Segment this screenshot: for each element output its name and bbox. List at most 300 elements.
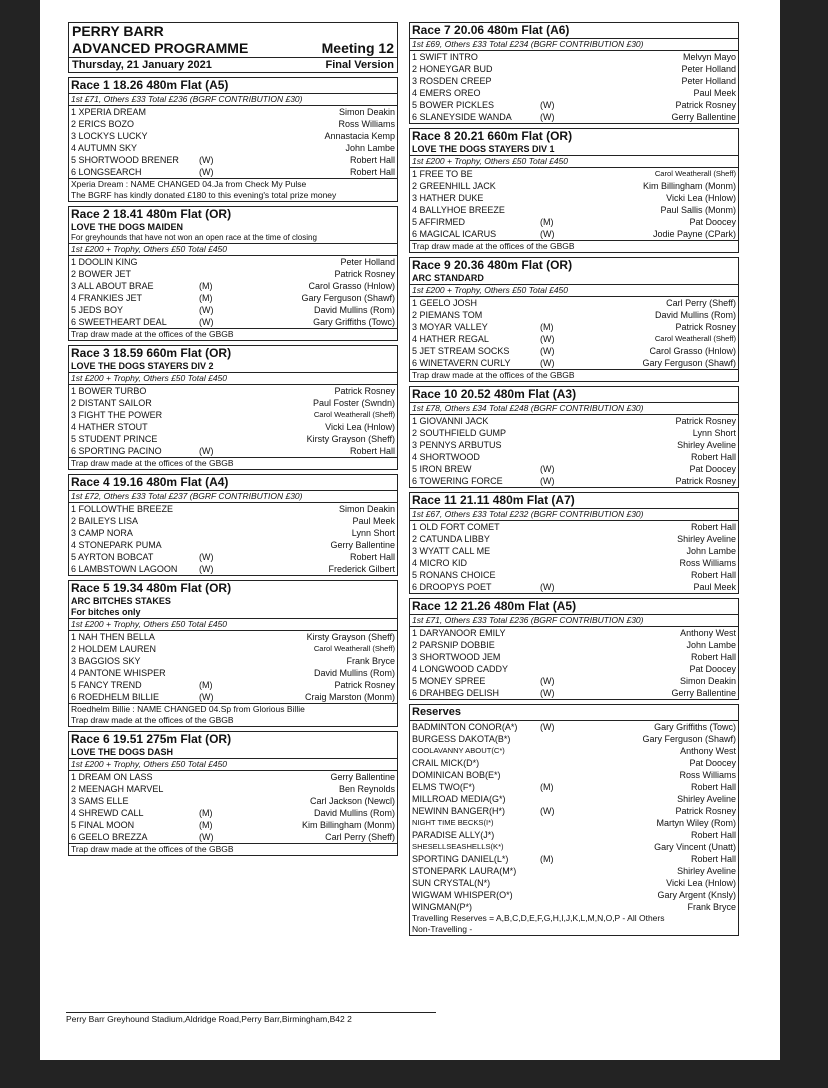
runner-row bbox=[410, 663, 738, 675]
seed-marker bbox=[540, 51, 570, 63]
prize-money: 1st £200 + Trophy, Others £50 Total £450 bbox=[410, 284, 738, 297]
greyhound-name: 6 TOWERING FORCE bbox=[412, 476, 503, 486]
runner-row bbox=[410, 439, 738, 451]
runner-row bbox=[410, 817, 738, 829]
seed-marker bbox=[199, 643, 229, 655]
trainer-name: Robert Hall bbox=[349, 552, 395, 562]
greyhound-name: 2 HOLDEM LAUREN bbox=[71, 644, 157, 654]
runner-row bbox=[410, 333, 738, 345]
trainer-name: John Lambe bbox=[686, 546, 736, 556]
races-right bbox=[409, 22, 739, 700]
greyhound-name: NEWINN BANGER(H*) bbox=[412, 806, 506, 816]
runner-row bbox=[69, 292, 397, 304]
seed-marker: (W) bbox=[199, 692, 214, 702]
race-note: Trap draw made at the offices of the GBGB bbox=[71, 458, 234, 468]
seed-marker: (W) bbox=[540, 676, 555, 686]
trainer-name: Simon Deakin bbox=[338, 504, 395, 514]
runner-row bbox=[410, 216, 738, 228]
trainer-name: Patrick Rosney bbox=[334, 269, 395, 279]
prize-money: 1st £78, Others £34 Total £248 (BGRF CONTRIBUTION £30) bbox=[410, 402, 738, 415]
trainer-name: Carol Grasso (Hnlow) bbox=[308, 281, 395, 291]
trainer-name: Carol Weatherall (Sheff) bbox=[313, 644, 395, 653]
race-card bbox=[409, 22, 739, 124]
runner-row bbox=[69, 563, 397, 575]
runner-row bbox=[410, 781, 738, 793]
seed-marker: (M) bbox=[540, 322, 554, 332]
greyhound-name: 1 XPERIA DREAM bbox=[71, 107, 147, 117]
greyhound-name: 2 GREENHILL JACK bbox=[412, 181, 496, 191]
race-title: Race 10 20.52 480m Flat (A3) bbox=[412, 387, 577, 401]
greyhound-name: 3 SHORTWOOD JEM bbox=[412, 652, 501, 662]
seed-marker: (W) bbox=[540, 229, 555, 239]
race-card bbox=[409, 492, 739, 594]
seed-marker bbox=[199, 527, 229, 539]
runner-row bbox=[410, 639, 738, 651]
runner-row bbox=[410, 475, 738, 487]
trainer-name: Ross Williams bbox=[679, 558, 736, 568]
seed-marker: (M) bbox=[199, 820, 213, 830]
greyhound-name: COOLAVANNY ABOUT(C*) bbox=[412, 746, 505, 755]
greyhound-name: 1 BOWER TURBO bbox=[71, 386, 147, 396]
seed-marker bbox=[199, 631, 229, 643]
trainer-name: Ross Williams bbox=[338, 119, 395, 129]
seed-marker: (W) bbox=[199, 552, 214, 562]
seed-marker bbox=[199, 397, 229, 409]
reserves-notes bbox=[410, 913, 738, 935]
trainer-name: Carol Weatherall (Sheff) bbox=[654, 334, 736, 343]
trainer-name: Robert Hall bbox=[690, 452, 736, 462]
trainer-name: Gary Ferguson (Shawf) bbox=[642, 358, 736, 368]
runner-row bbox=[410, 309, 738, 321]
reserves-note: Travelling Reserves = A,B,C,D,E,F,G,H,I,J,K,L,M,N,O,P - All Others bbox=[412, 913, 665, 923]
race-condition: For bitches only bbox=[71, 607, 141, 617]
race-title: Race 12 21.26 480m Flat (A5) bbox=[412, 599, 577, 613]
greyhound-name: 6 SLANEYSIDE WANDA bbox=[412, 112, 512, 122]
runner-row bbox=[410, 757, 738, 769]
runner-row bbox=[69, 771, 397, 783]
greyhound-name: 2 PIEMANS TOM bbox=[412, 310, 483, 320]
runner-row bbox=[410, 321, 738, 333]
runner-row bbox=[69, 421, 397, 433]
trainer-name: Pat Doocey bbox=[689, 217, 736, 227]
seed-marker bbox=[540, 557, 570, 569]
greyhound-name: WINGMAN(P*) bbox=[412, 902, 472, 912]
trainer-name: Gerry Ballentine bbox=[330, 772, 395, 782]
runner-row bbox=[69, 783, 397, 795]
trainer-name: Shirley Aveline bbox=[677, 794, 736, 804]
trainer-name: Patrick Rosney bbox=[675, 100, 736, 110]
greyhound-name: 5 FINAL MOON bbox=[71, 820, 135, 830]
greyhound-name: 3 FIGHT THE POWER bbox=[71, 410, 163, 420]
race-notes bbox=[410, 240, 738, 252]
trainer-name: Robert Hall bbox=[690, 652, 736, 662]
greyhound-name: 1 DOOLIN KING bbox=[71, 257, 138, 267]
greyhound-name: 2 MEENAGH MARVEL bbox=[71, 784, 164, 794]
trainer-name: Patrick Rosney bbox=[675, 416, 736, 426]
greyhound-name: 5 MONEY SPREE bbox=[412, 676, 486, 686]
greyhound-name: 5 SHORTWOOD BRENER bbox=[71, 155, 179, 165]
race-note: Trap draw made at the offices of the GBGB bbox=[412, 370, 575, 380]
trainer-name: Kim Billingham (Monm) bbox=[642, 181, 736, 191]
seed-marker bbox=[199, 771, 229, 783]
seed-marker bbox=[540, 651, 570, 663]
greyhound-name: 2 BOWER JET bbox=[71, 269, 132, 279]
seed-marker bbox=[199, 385, 229, 397]
trainer-name: Frederick Gilbert bbox=[328, 564, 395, 574]
greyhound-name: 5 JEDS BOY bbox=[71, 305, 124, 315]
greyhound-name: 6 MAGICAL ICARUS bbox=[412, 229, 497, 239]
greyhound-name: 4 BALLYHOE BREEZE bbox=[412, 205, 505, 215]
runner-row bbox=[410, 204, 738, 216]
seed-marker bbox=[540, 451, 570, 463]
greyhound-name: 1 FOLLOWTHE BREEZE bbox=[71, 504, 174, 514]
seed-marker: (W) bbox=[540, 100, 555, 110]
greyhound-name: 2 BAILEYS LISA bbox=[71, 516, 139, 526]
trainer-name: Lynn Short bbox=[351, 528, 395, 538]
race-title: Race 3 18.59 660m Flat (OR) bbox=[71, 346, 232, 360]
greyhound-name: 6 LAMBSTOWN LAGOON bbox=[71, 564, 178, 574]
greyhound-name: 5 FANCY TREND bbox=[71, 680, 142, 690]
runner-row bbox=[69, 831, 397, 843]
trainer-name: Peter Holland bbox=[681, 76, 736, 86]
seed-marker bbox=[540, 309, 570, 321]
race-title: Race 2 18.41 480m Flat (OR) bbox=[71, 207, 232, 221]
prize-money: 1st £67, Others £33 Total £232 (BGRF CONTRIBUTION £30) bbox=[410, 508, 738, 521]
runner-row bbox=[410, 675, 738, 687]
runner-row bbox=[410, 521, 738, 533]
runner-row bbox=[410, 805, 738, 817]
runner-row bbox=[410, 415, 738, 427]
prize-money: 1st £69, Others £33 Total £234 (BGRF CONTRIBUTION £30) bbox=[410, 38, 738, 51]
race-note: Trap draw made at the offices of the GBGB bbox=[71, 844, 234, 854]
race-name: LOVE THE DOGS DASH bbox=[71, 747, 174, 757]
runner-row bbox=[410, 865, 738, 877]
trainer-name: Vicki Lea (Hnlow) bbox=[666, 878, 736, 888]
trainer-name: Ross Williams bbox=[679, 770, 736, 780]
trainer-name: Robert Hall bbox=[690, 570, 736, 580]
trainer-name: Paul Sallis (Monm) bbox=[660, 205, 736, 215]
trainer-name: Carol Weatherall (Sheff) bbox=[654, 169, 736, 178]
race-title: Race 1 18.26 480m Flat (A5) bbox=[71, 78, 229, 92]
runner-row bbox=[410, 533, 738, 545]
seed-marker: (M) bbox=[199, 680, 213, 690]
footer-address: Perry Barr Greyhound Stadium,Aldridge Road,Perry Barr,Birmingham,B42 2 bbox=[66, 1012, 436, 1025]
greyhound-name: DOMINICAN BOB(E*) bbox=[412, 770, 501, 780]
runner-row bbox=[410, 63, 738, 75]
seed-marker bbox=[540, 415, 570, 427]
trainer-name: Carl Perry (Sheff) bbox=[325, 832, 395, 842]
greyhound-name: 1 SWIFT INTRO bbox=[412, 52, 478, 62]
greyhound-name: 3 BAGGIOS SKY bbox=[71, 656, 141, 666]
runner-row bbox=[410, 687, 738, 699]
greyhound-name: 5 STUDENT PRINCE bbox=[71, 434, 158, 444]
reserves-title: Reserves bbox=[410, 705, 738, 721]
seed-marker: (W) bbox=[199, 317, 214, 327]
trainer-name: Anthony West bbox=[680, 628, 736, 638]
trainer-name: Shirley Aveline bbox=[677, 866, 736, 876]
runner-row bbox=[410, 463, 738, 475]
runner-row bbox=[69, 304, 397, 316]
runner-row bbox=[69, 527, 397, 539]
trainer-name: Gerry Ballentine bbox=[671, 112, 736, 122]
runner-row bbox=[410, 569, 738, 581]
prize-money: 1st £200 + Trophy, Others £50 Total £450 bbox=[69, 243, 397, 256]
greyhound-name: BURGESS DAKOTA(B*) bbox=[412, 734, 511, 744]
trainer-name: Paul Meek bbox=[693, 88, 736, 98]
seed-marker: (W) bbox=[540, 582, 555, 592]
greyhound-name: 3 HATHER DUKE bbox=[412, 193, 484, 203]
greyhound-name: 6 LONGSEARCH bbox=[71, 167, 142, 177]
seed-marker: (M) bbox=[540, 782, 554, 792]
trainer-name: Gary Griffiths (Towc) bbox=[313, 317, 395, 327]
trainer-name: Robert Hall bbox=[690, 782, 736, 792]
greyhound-name: 5 JET STREAM SOCKS bbox=[412, 346, 510, 356]
runner-row bbox=[69, 819, 397, 831]
greyhound-name: BADMINTON CONOR(A*) bbox=[412, 722, 518, 732]
runner-row bbox=[410, 651, 738, 663]
greyhound-name: 1 DARYANOOR EMILY bbox=[412, 628, 506, 638]
runner-row bbox=[69, 539, 397, 551]
runner-row bbox=[69, 795, 397, 807]
runner-row bbox=[410, 451, 738, 463]
trainer-name: Gerry Ballentine bbox=[330, 540, 395, 550]
seed-marker bbox=[540, 569, 570, 581]
runner-row bbox=[69, 807, 397, 819]
reserves-box bbox=[409, 704, 739, 936]
trainer-name: Carol Weatherall (Sheff) bbox=[313, 410, 395, 419]
greyhound-name: 1 NAH THEN BELLA bbox=[71, 632, 155, 642]
seed-marker: (W) bbox=[540, 358, 555, 368]
runner-row bbox=[69, 515, 397, 527]
greyhound-name: 4 LONGWOOD CADDY bbox=[412, 664, 509, 674]
greyhound-name: 3 WYATT CALL ME bbox=[412, 546, 491, 556]
greyhound-name: 2 DISTANT SAILOR bbox=[71, 398, 152, 408]
runner-row bbox=[69, 130, 397, 142]
seed-marker bbox=[540, 627, 570, 639]
runner-row bbox=[69, 643, 397, 655]
trainer-name: Shirley Aveline bbox=[677, 534, 736, 544]
runner-row bbox=[69, 631, 397, 643]
seed-marker: (M) bbox=[199, 281, 213, 291]
trainer-name: Robert Hall bbox=[349, 167, 395, 177]
seed-marker: (M) bbox=[540, 854, 554, 864]
trainer-name: Melvyn Mayo bbox=[682, 52, 736, 62]
seed-marker bbox=[199, 433, 229, 445]
meeting-date: Thursday, 21 January 2021 bbox=[72, 59, 212, 71]
runner-row bbox=[69, 142, 397, 154]
greyhound-name: 2 PARSNIP DOBBIE bbox=[412, 640, 495, 650]
runner-row bbox=[410, 357, 738, 369]
trainer-name: Vicki Lea (Hnlow) bbox=[666, 193, 736, 203]
runner-row bbox=[69, 445, 397, 457]
race-name: ARC STANDARD bbox=[412, 273, 484, 283]
trainer-name: Carol Grasso (Hnlow) bbox=[649, 346, 736, 356]
seed-marker bbox=[540, 63, 570, 75]
trainer-name: Patrick Rosney bbox=[334, 680, 395, 690]
trainer-name: Jodie Payne (CPark) bbox=[652, 229, 736, 239]
race-notes bbox=[69, 178, 397, 201]
trainer-name: Paul Meek bbox=[352, 516, 395, 526]
runner-row bbox=[69, 397, 397, 409]
seed-marker bbox=[199, 515, 229, 527]
seed-marker bbox=[540, 545, 570, 557]
greyhound-name: 5 RONANS CHOICE bbox=[412, 570, 496, 580]
runner-row bbox=[410, 557, 738, 569]
greyhound-name: 4 SHORTWOOD bbox=[412, 452, 480, 462]
greyhound-name: 4 SHREWD CALL bbox=[71, 808, 144, 818]
seed-marker bbox=[540, 865, 570, 877]
seed-marker bbox=[199, 795, 229, 807]
runner-row bbox=[410, 841, 738, 853]
seed-marker bbox=[540, 745, 570, 757]
greyhound-name: MILLROAD MEDIA(G*) bbox=[412, 794, 506, 804]
runner-row bbox=[69, 551, 397, 563]
runner-row bbox=[410, 545, 738, 557]
seed-marker bbox=[540, 87, 570, 99]
trainer-name: Simon Deakin bbox=[679, 676, 736, 686]
seed-marker bbox=[540, 841, 570, 853]
seed-marker bbox=[199, 667, 229, 679]
trainer-name: Kim Billingham (Monm) bbox=[301, 820, 395, 830]
runner-row bbox=[69, 256, 397, 268]
greyhound-name: NIGHT TIME BECKS(I*) bbox=[412, 818, 494, 827]
greyhound-name: 5 AFFIRMED bbox=[412, 217, 466, 227]
seed-marker bbox=[540, 663, 570, 675]
greyhound-name: ELMS TWO(F*) bbox=[412, 782, 475, 792]
prize-money: 1st £72, Others £33 Total £237 (BGRF CONTRIBUTION £30) bbox=[69, 490, 397, 503]
runner-row bbox=[410, 829, 738, 841]
greyhound-name: 6 SWEETHEART DEAL bbox=[71, 317, 167, 327]
greyhound-name: 3 ROSDEN CREEP bbox=[412, 76, 492, 86]
race-card bbox=[409, 257, 739, 382]
greyhound-name: 5 AYRTON BOBCAT bbox=[71, 552, 154, 562]
race-condition: For greyhounds that have not won an open race at the time of closing bbox=[71, 233, 317, 242]
seed-marker bbox=[540, 533, 570, 545]
trainer-name: David Mullins (Rom) bbox=[654, 310, 736, 320]
trainer-name: Robert Hall bbox=[690, 854, 736, 864]
seed-marker bbox=[199, 539, 229, 551]
seed-marker bbox=[540, 733, 570, 745]
greyhound-name: 2 CATUNDA LIBBY bbox=[412, 534, 490, 544]
runner-row bbox=[410, 111, 738, 123]
greyhound-name: 6 GEELO BREZZA bbox=[71, 832, 148, 842]
race-card bbox=[68, 474, 398, 576]
runner-row bbox=[410, 51, 738, 63]
runner-row bbox=[410, 769, 738, 781]
seed-marker bbox=[199, 130, 229, 142]
race-card bbox=[409, 386, 739, 488]
seed-marker bbox=[199, 118, 229, 130]
prize-money: 1st £200 + Trophy, Others £50 Total £450 bbox=[69, 618, 397, 631]
race-notes bbox=[69, 703, 397, 726]
trainer-name: Robert Hall bbox=[349, 446, 395, 456]
trainer-name: John Lambe bbox=[345, 143, 395, 153]
seed-marker: (M) bbox=[199, 808, 213, 818]
runner-row bbox=[410, 877, 738, 889]
greyhound-name: WIGWAM WHISPER(O*) bbox=[412, 890, 513, 900]
race-card bbox=[409, 128, 739, 253]
race-note: Trap draw made at the offices of the GBGB bbox=[412, 241, 575, 251]
race-title: Race 6 19.51 275m Flat (OR) bbox=[71, 732, 232, 746]
greyhound-name: SHESELLSEASHELLS(K*) bbox=[412, 842, 504, 851]
trainer-name: Frank Bryce bbox=[346, 656, 395, 666]
greyhound-name: 6 SPORTING PACINO bbox=[71, 446, 162, 456]
greyhound-name: CRAIL MICK(D*) bbox=[412, 758, 480, 768]
greyhound-name: 4 PANTONE WHISPER bbox=[71, 668, 166, 678]
seed-marker bbox=[540, 817, 570, 829]
seed-marker: (W) bbox=[199, 446, 214, 456]
trainer-name: Vicki Lea (Hnlow) bbox=[325, 422, 395, 432]
trainer-name: David Mullins (Rom) bbox=[313, 305, 395, 315]
greyhound-name: 4 STONEPARK PUMA bbox=[71, 540, 162, 550]
trainer-name: Gary Argent (Knsly) bbox=[657, 890, 736, 900]
seed-marker: (W) bbox=[540, 806, 555, 816]
race-title: Race 8 20.21 660m Flat (OR) bbox=[412, 129, 573, 143]
seed-marker bbox=[199, 256, 229, 268]
race-name: LOVE THE DOGS STAYERS DIV 2 bbox=[71, 361, 214, 371]
greyhound-name: 6 DROOPYS POET bbox=[412, 582, 492, 592]
runner-row bbox=[410, 733, 738, 745]
race-title: Race 4 19.16 480m Flat (A4) bbox=[71, 475, 229, 489]
race-card bbox=[68, 206, 398, 341]
prize-money: 1st £71, Others £33 Total £236 (BGRF CONTRIBUTION £30) bbox=[69, 93, 397, 106]
runner-row bbox=[69, 316, 397, 328]
seed-marker: (W) bbox=[199, 832, 214, 842]
seed-marker: (W) bbox=[199, 564, 214, 574]
greyhound-name: 5 IRON BREW bbox=[412, 464, 472, 474]
greyhound-name: 6 ROEDHELM BILLIE bbox=[71, 692, 160, 702]
seed-marker: (W) bbox=[199, 305, 214, 315]
runner-row bbox=[410, 99, 738, 111]
greyhound-name: 1 GEELO JOSH bbox=[412, 298, 478, 308]
trainer-name: Martyn Wiley (Rom) bbox=[656, 818, 736, 828]
runner-row bbox=[69, 118, 397, 130]
runner-row bbox=[69, 655, 397, 667]
seed-marker bbox=[540, 877, 570, 889]
race-title: Race 5 19.34 480m Flat (OR) bbox=[71, 581, 232, 595]
race-name: LOVE THE DOGS MAIDEN bbox=[71, 222, 184, 232]
seed-marker bbox=[540, 168, 570, 180]
trainer-name: Ben Reynolds bbox=[338, 784, 395, 794]
race-notes bbox=[69, 843, 397, 855]
greyhound-name: 2 SOUTHFIELD GUMP bbox=[412, 428, 507, 438]
runner-row bbox=[410, 793, 738, 805]
seed-marker bbox=[199, 783, 229, 795]
runner-row bbox=[69, 679, 397, 691]
trainer-name: Patrick Rosney bbox=[334, 386, 395, 396]
race-note: Trap draw made at the offices of the GBGB bbox=[71, 329, 234, 339]
seed-marker: (M) bbox=[540, 217, 554, 227]
greyhound-name: 6 WINETAVERN CURLY bbox=[412, 358, 511, 368]
runner-row bbox=[410, 345, 738, 357]
seed-marker: (W) bbox=[199, 167, 214, 177]
greyhound-name: 2 HONEYGAR BUD bbox=[412, 64, 493, 74]
left-column bbox=[68, 22, 398, 860]
version-label: Final Version bbox=[325, 59, 394, 71]
runner-row bbox=[69, 106, 397, 118]
trainer-name: Pat Doocey bbox=[689, 464, 736, 474]
trainer-name: Robert Hall bbox=[349, 155, 395, 165]
greyhound-name: 4 MICRO KID bbox=[412, 558, 468, 568]
trainer-name: Anthony West bbox=[680, 746, 736, 756]
runner-row bbox=[410, 745, 738, 757]
race-name: LOVE THE DOGS STAYERS DIV 1 bbox=[412, 144, 555, 154]
runner-row bbox=[410, 75, 738, 87]
greyhound-name: PARADISE ALLY(J*) bbox=[412, 830, 495, 840]
trainer-name: Annastacia Kemp bbox=[324, 131, 395, 141]
race-title: Race 7 20.06 480m Flat (A6) bbox=[412, 23, 570, 37]
greyhound-name: SUN CRYSTAL(N*) bbox=[412, 878, 491, 888]
